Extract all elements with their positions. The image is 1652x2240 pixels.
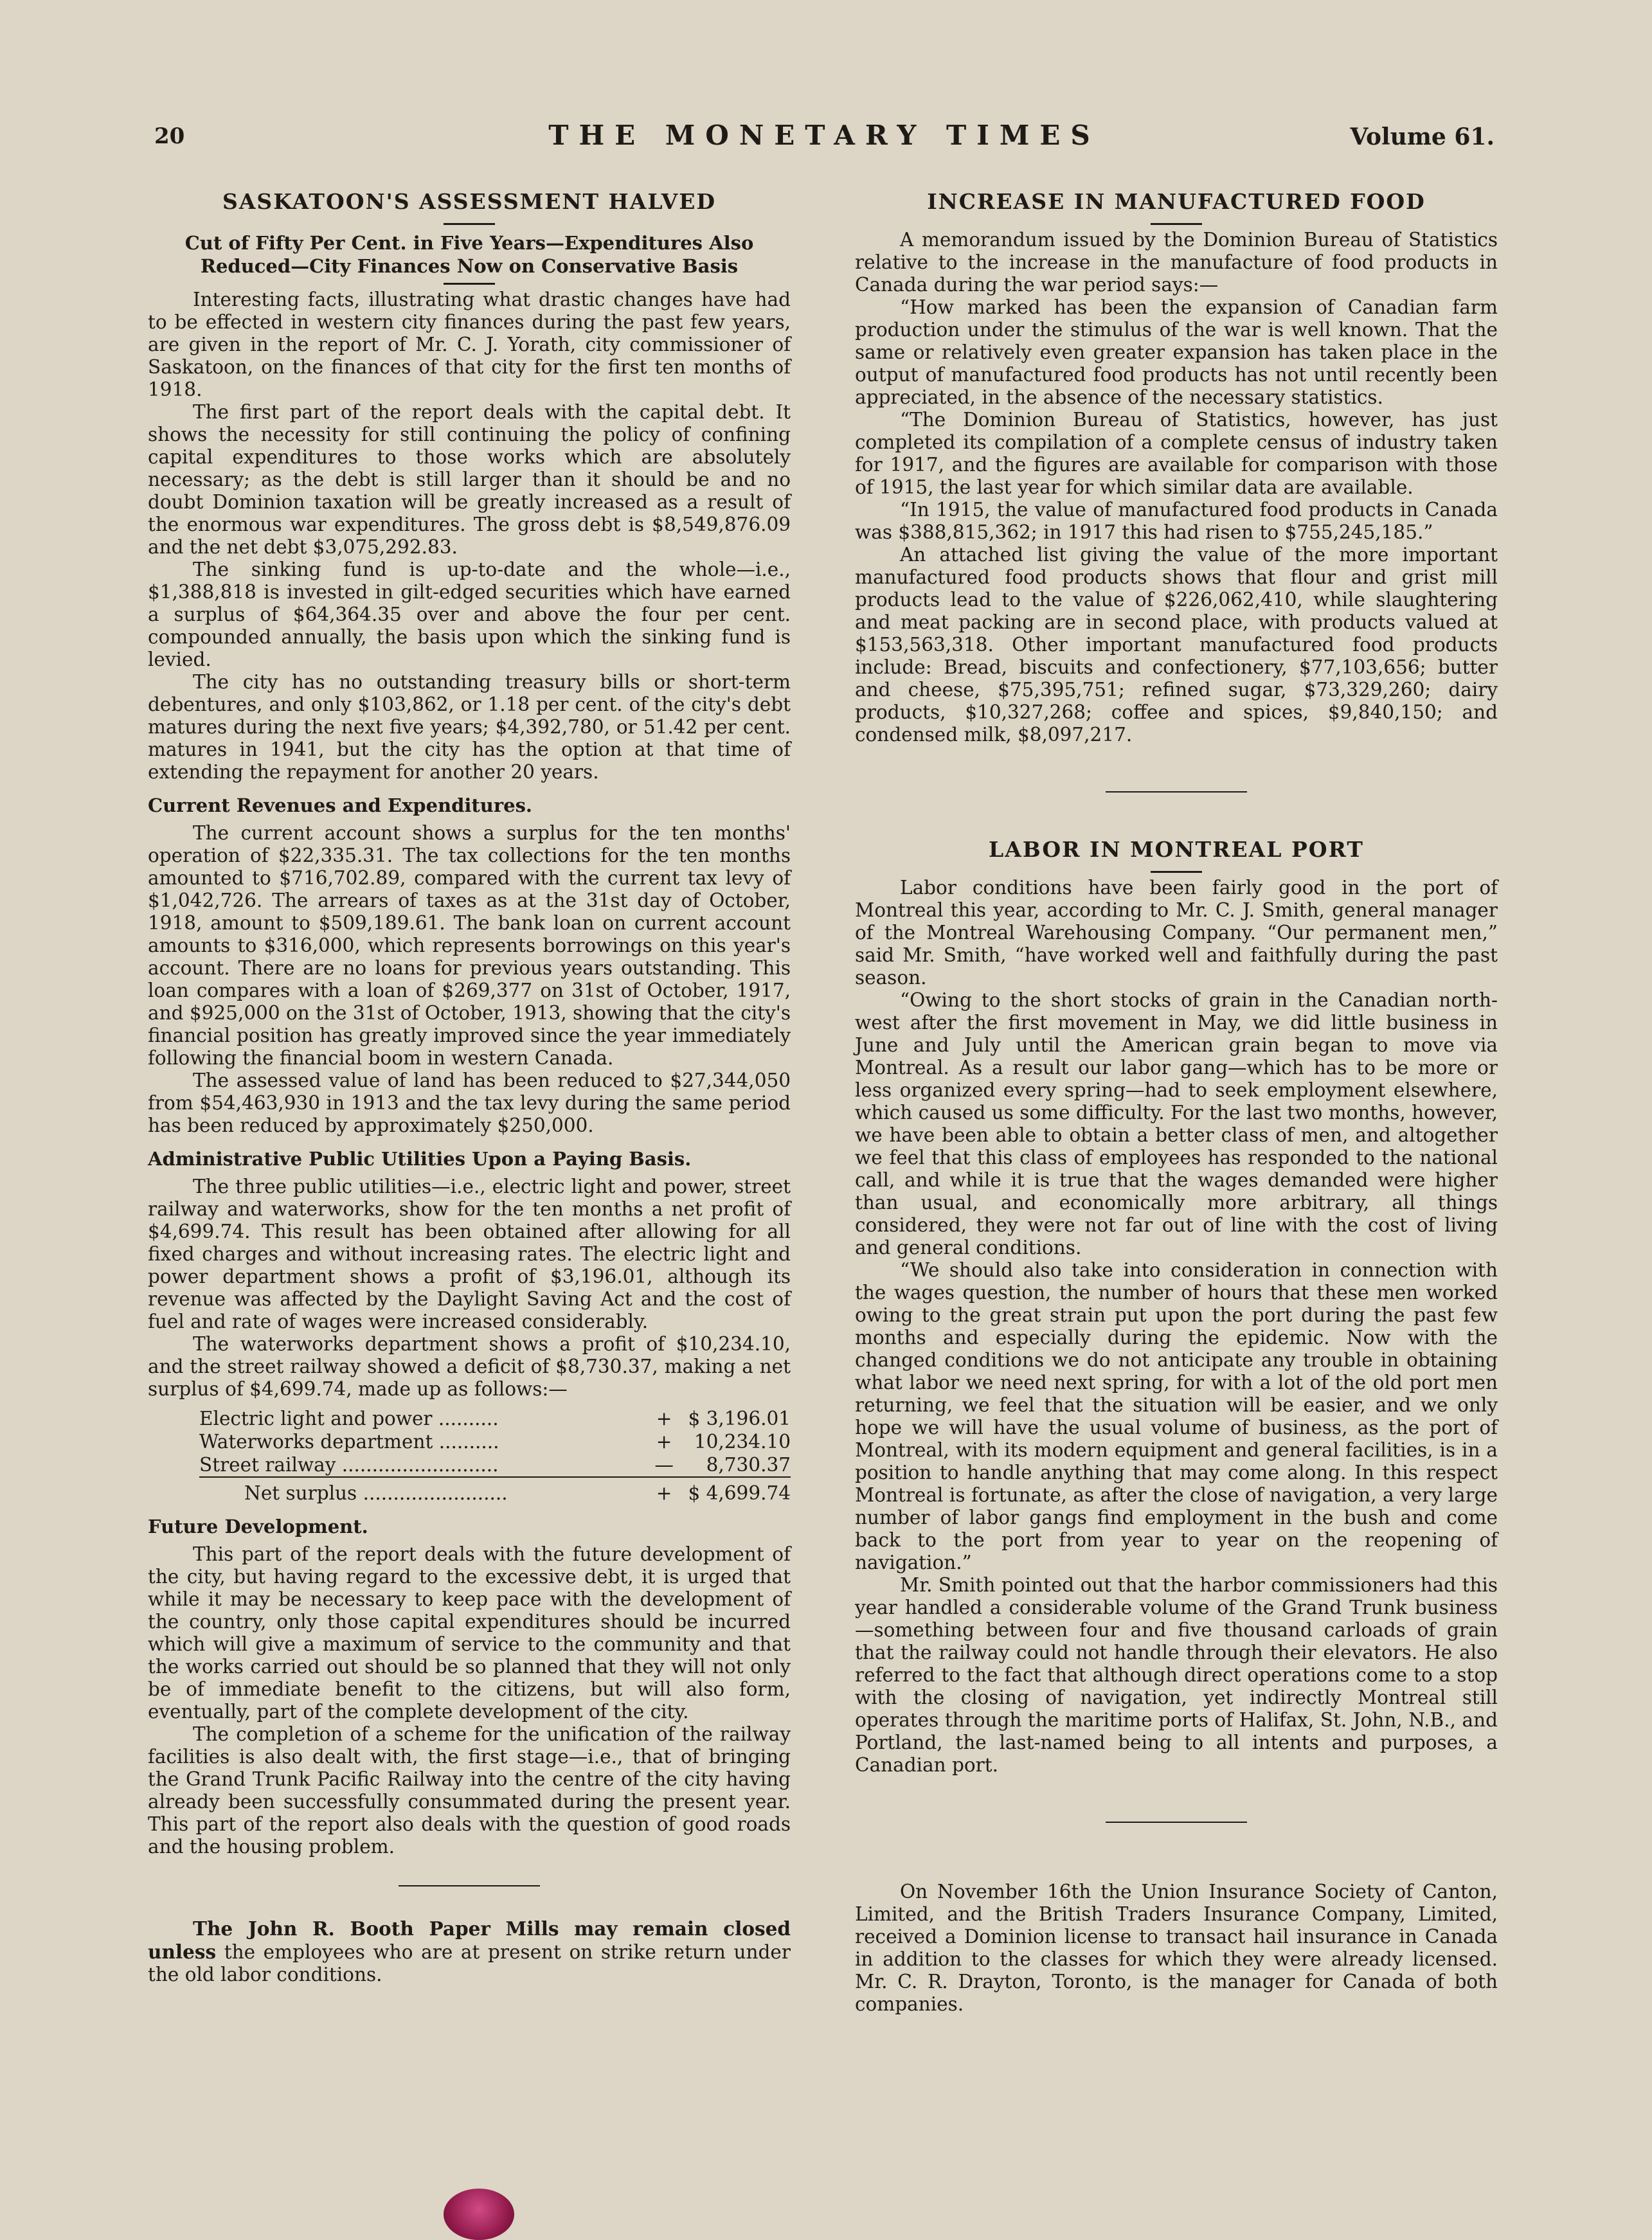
notice-lead: The John R. Booth Paper Mills may remain closed unless (148, 1917, 791, 1963)
row-label: Waterworks department .......... (199, 1431, 499, 1453)
paragraph: “Owing to the short stocks of grain in the Canadian north-west after the first movement in May, we did little business in June and July until the American grain began to move via Montreal. As a result our labor gang—which has to be more or less organized every spring—had to seek employment elsewhere, which caused us some difficulty. For the last two months, however, we have been able to obtain a better class of men, and altogether we feel that this class of employees has responded to the national call, and while it is true that the wages demanded were higher than usual, and economically more arbitrary, all things considered, they were not far out of line with the cost of living and general conditions. (855, 989, 1498, 1259)
surplus-table (199, 1407, 791, 1505)
section-rule (1106, 791, 1247, 793)
article-subtitle: Cut of Fifty Per Cent. in Five Years—Expenditures Also Reduced—City Finances Now on Conservative Basis (184, 232, 754, 277)
paragraph: The waterworks department shows a profit of $10,234.10, and the street railway showed a deficit of $8,730.37, making a net surplus of $4,699.74, made up as follows:— (148, 1333, 791, 1400)
booth-mills-notice (148, 1917, 791, 1986)
notice-rest: the employees who are at present on strike return under the old labor conditions. (148, 1941, 791, 1985)
title-divider (444, 223, 495, 225)
paragraph: The three public utilities—i.e., electric light and power, street railway and waterworks, show for the ten months a net profit of $4,699.74. This result has been obtained after allowing for all fixed charges and without increasing rates. The electric light and power department shows a profit of $3,196.01, although its revenue was affected by the Daylight Saving Act and the cost of fuel and rate of wages were increased considerably. (148, 1176, 791, 1332)
article-title-labor: LABOR IN MONTREAL PORT (989, 837, 1364, 862)
ink-stain (444, 2189, 514, 2240)
total-amount: $ 4,699.74 (688, 1482, 791, 1504)
table-row (199, 1430, 791, 1453)
section-rule (399, 1885, 540, 1886)
paragraph: An attached list giving the value of the more important manufactured food products shows that flour and grist mill products lead to the value of $226,062,410, while slaughtering and meat packing are in second place, with products valued at $153,563,318. Other important manufactured food products include: Bread, biscuits and confectionery, $77,103,656; butter and cheese, $75,395,751; refined sugar, $73,329,260; dairy products, $10,327,268; coffee and spices, $9,840,150; and condensed milk, $8,097,217. (855, 544, 1498, 746)
row-label: Street railway .......................... (199, 1454, 499, 1476)
paragraph: The sinking fund is up-to-date and the whole—i.e., $1,388,818 is invested in gilt-edged securities which have earned a surplus of $64,364.35 over and above the four per cent. compounded annually, the basis upon which the sinking fund is levied. (148, 559, 791, 670)
paragraph: The city has no outstanding treasury bills or short-term debentures, and only $103,862, or 1.18 per cent. of the city's debt matures during the next five years; $4,392,780, or 51.42 per cent. matures in 1941, but the city has the option at that time of extending the repayment for another 20 years. (148, 671, 791, 783)
paragraph: This part of the report deals with the future development of the city, but having regard to the excessive debt, it is urged that while it may be necessary to keep pace with the development of the country, only those capital expenditures should be incurred which will give a maximum of service to the community and that the works carried out should be so planned that they will not only be of immediate benefit to the citizens, but will also form, eventually, part of the complete development of the city. (148, 1543, 791, 1723)
section-heading: Administrative Public Utilities Upon a Paying Basis. (148, 1148, 692, 1170)
title-divider (1151, 871, 1202, 873)
volume-label: Volume 61. (1350, 123, 1495, 150)
paragraph: “How marked has been the expansion of Canadian farm production under the stimulus of the war is well known. That the same or relatively even greater expansion has taken place in the output of manufactured food products has not until recently been appreciated, in the absence of the necessary statistics. (855, 296, 1498, 408)
section-rule (1106, 1822, 1247, 1823)
page-header (154, 120, 1495, 162)
publication-title: THE MONETARY TIMES (548, 120, 1100, 151)
paragraph: The assessed value of land has been reduced to $27,344,050 from $54,463,930 in 1913 and the tax levy during the same period has been reduced by approximately $250,000. (148, 1070, 791, 1136)
table-row (199, 1453, 791, 1477)
paragraph: The completion of a scheme for the unification of the railway facilities is also dealt with, the first stage—i.e., that of bringing the Grand Trunk Pacific Railway into the centre of the city having already been successfully consummated during the present year. This part of the report also deals with the question of good roads and the housing problem. (148, 1723, 791, 1858)
row-amount: 10,234.10 (694, 1431, 791, 1453)
total-label: Net surplus ........................ (244, 1482, 508, 1504)
article-title-saskatoon: SASKATOON'S ASSESSMENT HALVED (222, 189, 716, 214)
paragraph: Mr. Smith pointed out that the harbor commissioners had this year handled a considerable volume of the Grand Trunk business—something between four and five thousand carloads of grain that the railway could not handle through their elevators. He also referred to the fact that although direct operations come to a stop with the closing of navigation, yet indirectly Montreal still operates through the maritime ports of Halifax, St. John, N.B., and Portland, the last-named being to all intents and purposes, a Canadian port. (855, 1574, 1498, 1776)
paragraph: The first part of the report deals with the capital debt. It shows the necessity for still continuing the policy of confining capital expenditures to those works which are absolutely necessary; as the debt is still larger than it should be and no doubt Dominion taxation will be greatly increased as a result of the enormous war expenditures. The gross debt is $8,549,876.09 and the net debt $3,075,292.83. (148, 401, 791, 558)
section-heading: Current Revenues and Expenditures. (148, 794, 533, 816)
table-row (199, 1407, 791, 1430)
page-number: 20 (154, 123, 185, 149)
table-total-row (199, 1482, 791, 1505)
title-divider (1151, 223, 1202, 225)
section-heading: Future Development. (148, 1516, 368, 1537)
row-sign: — (654, 1454, 674, 1476)
paragraph: The current account shows a surplus for the ten months' operation of $22,335.31. The tax collections for the ten months amounted to $716,702.89, compared with the current tax levy of $1,042,726. The arrears of taxes as at the 31st day of October, 1918, amount to $509,189.61. The bank loan on current account amounts to $316,000, which represents borrowings on this year's account. There are no loans for previous years outstanding. This loan compares with a loan of $269,377 on 31st of October, 1917, and $925,000 on the 31st of October, 1913, showing that the city's financial position has greatly improved since the year immediately following the financial boom in western Canada. (148, 822, 791, 1069)
paragraph: On November 16th the Union Insurance Society of Canton, Limited, and the British Traders Insurance Company, Limited, received a Dominion license to transact hail insurance in Canada in addition to the classes for which they were already licensed. Mr. C. R. Drayton, Toronto, is the manager for Canada of both companies. (855, 1881, 1498, 2015)
total-sign: + (656, 1482, 672, 1504)
row-amount: 8,730.37 (706, 1454, 791, 1476)
row-sign: + (656, 1431, 672, 1453)
paragraph: “We should also take into consideration in connection with the wages question, the number of hours that these men worked owing to the great strain put upon the port during the past few months and especially during the epidemic. Now with the changed conditions we do not anticipate any trouble in obtaining what labor we need next spring, for with a lot of the old port men returning, we feel that the situation will be easier, and we only hope we will have the usual volume of business, as the port of Montreal, with its modern equipment and general facilities, is in a position to handle anything that may come along. In this respect Montreal is fortunate, as after the close of navigation, a very large number of labor gangs find employment in the bush and come back to the port from year to year on the reopening of navigation.” (855, 1259, 1498, 1573)
article-title-food: INCREASE IN MANUFACTURED FOOD (927, 189, 1426, 214)
right-column (855, 183, 1498, 2016)
row-sign: + (656, 1408, 672, 1429)
paragraph: “In 1915, the value of manufactured food products in Canada was $388,815,362; in 1917 this had risen to $755,245,185.” (855, 499, 1498, 543)
row-label: Electric light and power .......... (199, 1408, 499, 1429)
paragraph: Interesting facts, illustrating what drastic changes have had to be effected in western city finances during the past few years, are given in the report of Mr. C. J. Yorath, city commissioner of Saskatoon, on the finances of that city for the first ten months of 1918. (148, 289, 791, 400)
paragraph: “The Dominion Bureau of Statistics, however, has just completed its compilation of a complete census of industry taken for 1917, and the figures are available for comparison with those of 1915, the last year for which similar data are available. (855, 409, 1498, 498)
paragraph: A memorandum issued by the Dominion Bureau of Statistics relative to the increase in the manufacture of food products in Canada during the war period says:— (855, 229, 1498, 296)
subtitle-divider (444, 283, 495, 285)
row-amount: $ 3,196.01 (688, 1408, 791, 1429)
paragraph: Labor conditions have been fairly good in the port of Montreal this year, according to Mr. C. J. Smith, general manager of the Montreal Warehousing Company. “Our permanent men,” said Mr. Smith, “have worked well and faithfully during the past season. (855, 877, 1498, 989)
sum-rule (199, 1477, 791, 1482)
left-column (148, 183, 791, 1986)
